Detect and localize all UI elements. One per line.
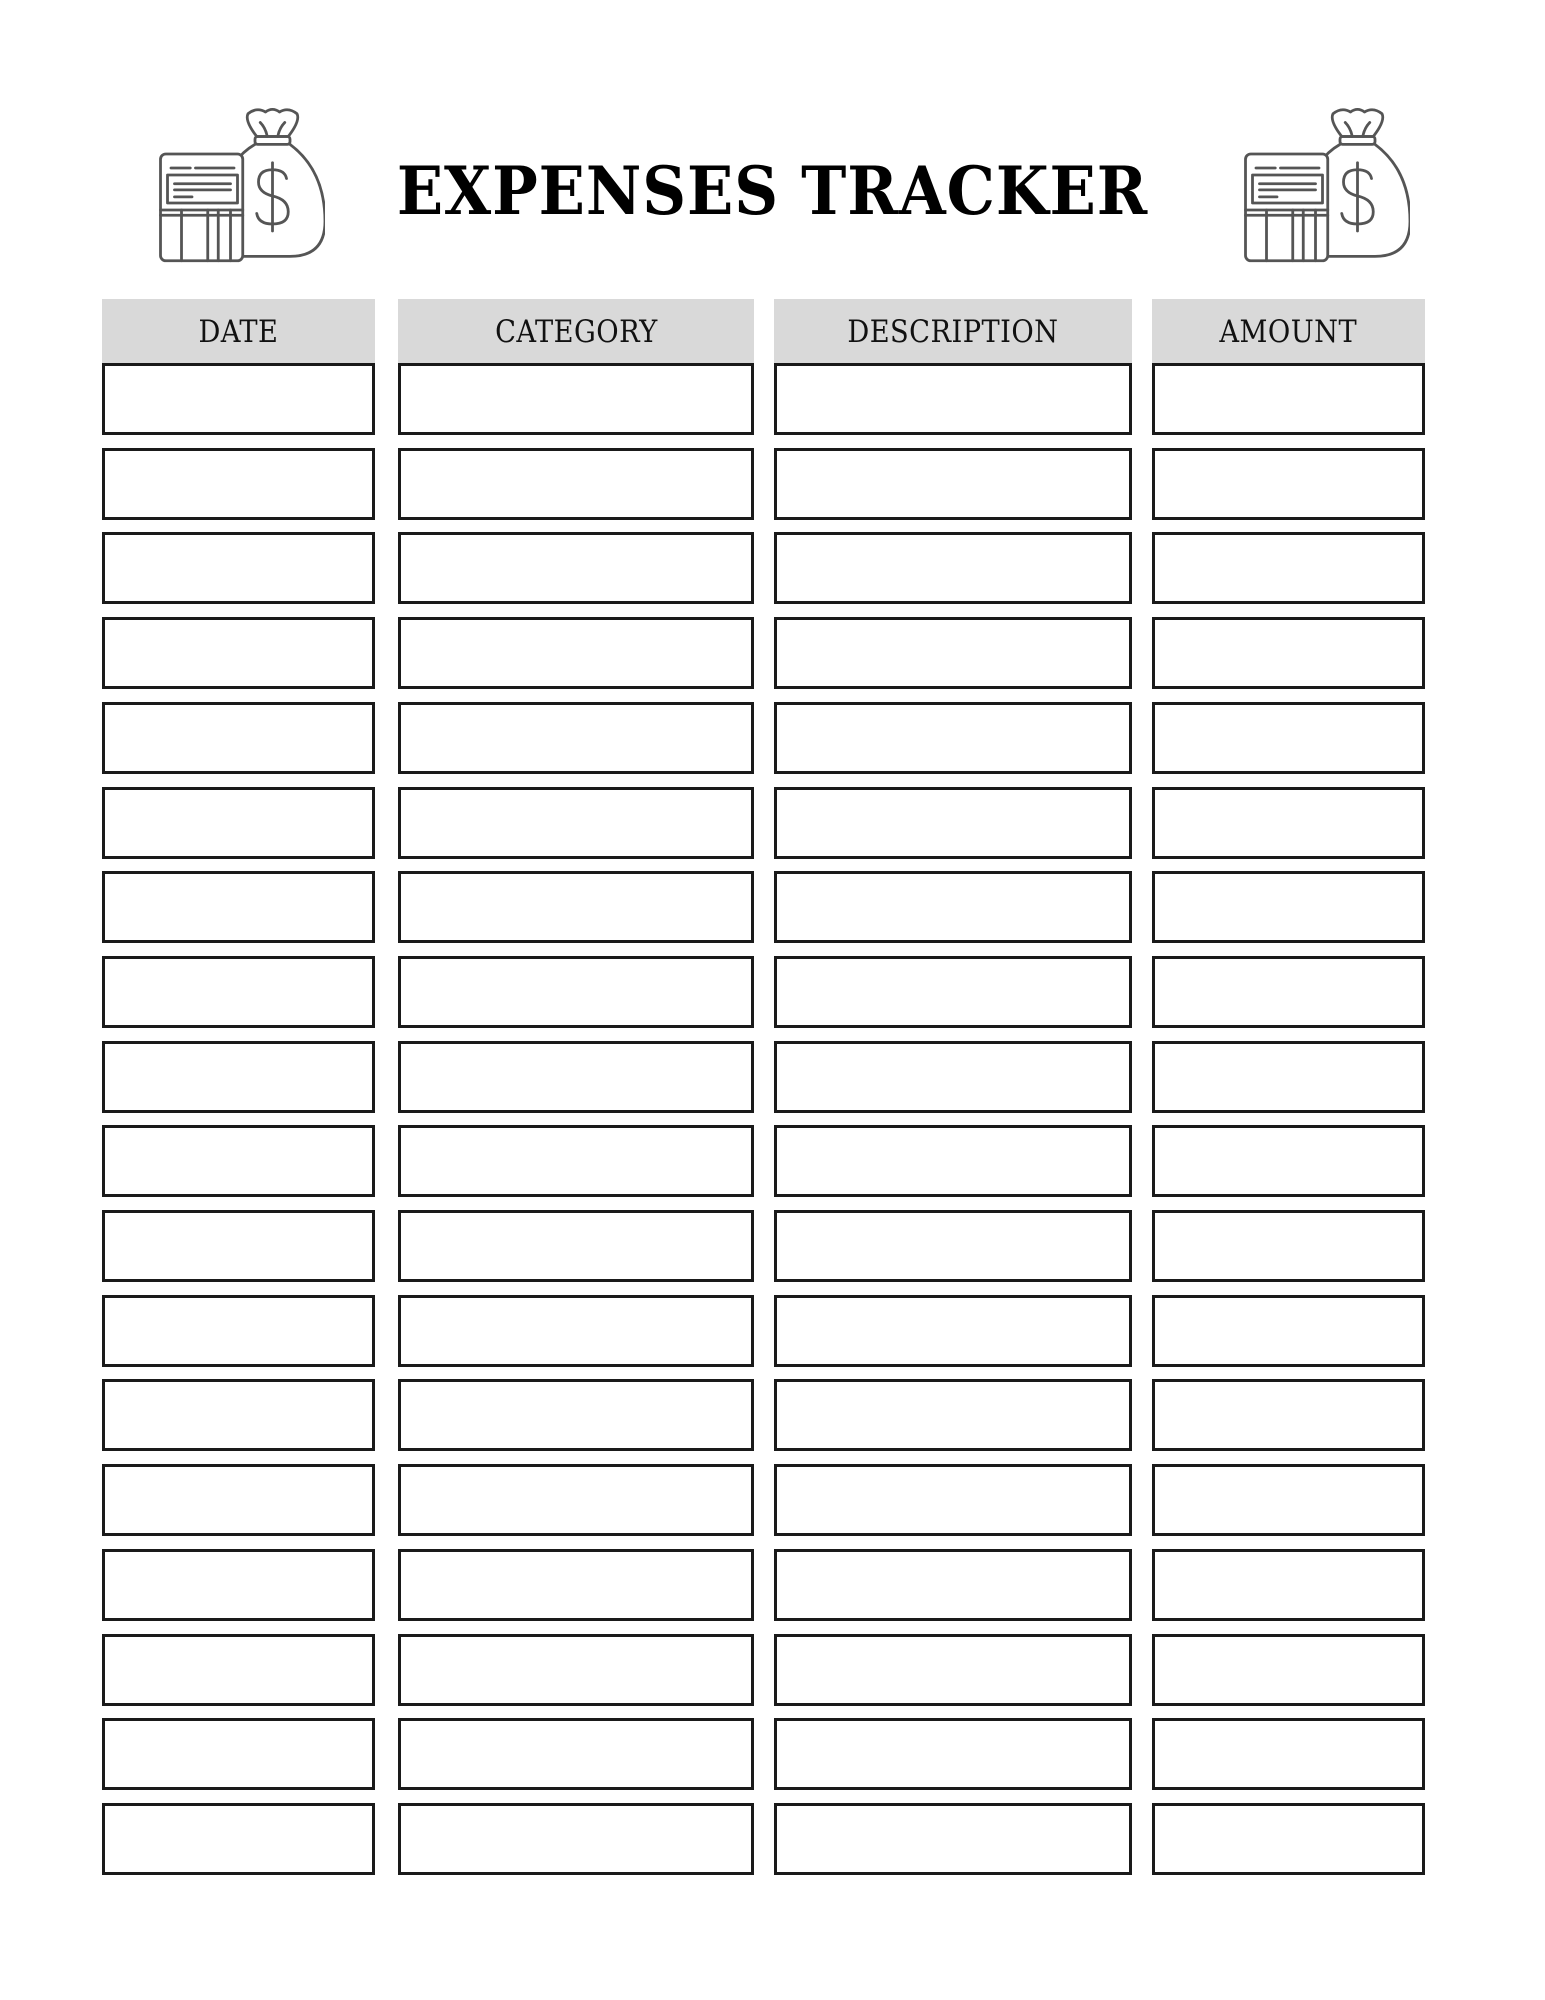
- column-header-label: DESCRIPTION: [847, 314, 1059, 350]
- column-header-label: AMOUNT: [1219, 314, 1358, 350]
- entry-cell-category[interactable]: [398, 1549, 754, 1621]
- entry-cell-amount[interactable]: [1152, 1634, 1425, 1706]
- entry-cell-amount[interactable]: [1152, 1295, 1425, 1367]
- entry-cell-description[interactable]: [774, 1041, 1132, 1113]
- entry-cell-date[interactable]: [102, 1803, 375, 1875]
- column-header-category: [398, 299, 754, 363]
- entry-cell-amount[interactable]: [1152, 448, 1425, 520]
- page-header: [0, 0, 1545, 290]
- entry-cell-amount[interactable]: [1152, 1803, 1425, 1875]
- entry-cell-category[interactable]: [398, 1295, 754, 1367]
- entry-cell-date[interactable]: [102, 871, 375, 943]
- entry-cell-date[interactable]: [102, 1210, 375, 1282]
- entry-cell-date[interactable]: [102, 787, 375, 859]
- entry-cell-description[interactable]: [774, 787, 1132, 859]
- entry-cell-description[interactable]: [774, 702, 1132, 774]
- entry-cell-category[interactable]: [398, 532, 754, 604]
- column-header-label: CATEGORY: [494, 314, 658, 350]
- entry-cell-description[interactable]: [774, 871, 1132, 943]
- entry-cell-category[interactable]: [398, 1718, 754, 1790]
- entry-cell-date[interactable]: [102, 1718, 375, 1790]
- entry-cell-category[interactable]: [398, 871, 754, 943]
- entry-cell-date[interactable]: [102, 1295, 375, 1367]
- entry-cell-amount[interactable]: [1152, 1718, 1425, 1790]
- entry-cell-description[interactable]: [774, 448, 1132, 520]
- entry-cell-category[interactable]: [398, 363, 754, 435]
- entry-cell-amount[interactable]: [1152, 702, 1425, 774]
- entry-cell-amount[interactable]: [1152, 1464, 1425, 1536]
- entry-cell-description[interactable]: [774, 1549, 1132, 1621]
- entry-cell-description[interactable]: [774, 1379, 1132, 1451]
- entry-cell-description[interactable]: [774, 1295, 1132, 1367]
- entry-cell-date[interactable]: [102, 363, 375, 435]
- entry-cell-description[interactable]: [774, 532, 1132, 604]
- entry-cell-description[interactable]: [774, 1210, 1132, 1282]
- entry-cell-category[interactable]: [398, 1041, 754, 1113]
- entry-cell-date[interactable]: [102, 702, 375, 774]
- entry-cell-amount[interactable]: [1152, 1549, 1425, 1621]
- entry-cell-category[interactable]: [398, 1634, 754, 1706]
- entry-cell-date[interactable]: [102, 532, 375, 604]
- entry-cell-description[interactable]: [774, 1464, 1132, 1536]
- entry-cell-amount[interactable]: [1152, 787, 1425, 859]
- entry-cell-category[interactable]: [398, 448, 754, 520]
- entry-cell-amount[interactable]: [1152, 532, 1425, 604]
- column-header-amount: [1152, 299, 1425, 363]
- entry-cell-amount[interactable]: [1152, 871, 1425, 943]
- column-header-label: DATE: [198, 314, 279, 350]
- entry-cell-description[interactable]: [774, 617, 1132, 689]
- entry-cell-date[interactable]: [102, 1041, 375, 1113]
- entry-cell-date[interactable]: [102, 1125, 375, 1197]
- receipt-money-bag-icon-right: [1235, 98, 1410, 273]
- entry-cell-description[interactable]: [774, 1718, 1132, 1790]
- entry-cell-amount[interactable]: [1152, 956, 1425, 1028]
- entry-cell-date[interactable]: [102, 1464, 375, 1536]
- entry-cell-date[interactable]: [102, 617, 375, 689]
- entry-cell-category[interactable]: [398, 787, 754, 859]
- entry-cell-description[interactable]: [774, 1634, 1132, 1706]
- entry-cell-description[interactable]: [774, 363, 1132, 435]
- page-title: EXPENSES TRACKER: [396, 152, 1149, 230]
- entry-cell-date[interactable]: [102, 1379, 375, 1451]
- entry-cell-category[interactable]: [398, 956, 754, 1028]
- entry-cell-description[interactable]: [774, 1803, 1132, 1875]
- entry-cell-amount[interactable]: [1152, 1210, 1425, 1282]
- entry-cell-category[interactable]: [398, 1210, 754, 1282]
- entry-cell-date[interactable]: [102, 1549, 375, 1621]
- entry-cell-category[interactable]: [398, 1125, 754, 1197]
- entry-cell-category[interactable]: [398, 1379, 754, 1451]
- entry-cell-date[interactable]: [102, 956, 375, 1028]
- column-header-description: [774, 299, 1132, 363]
- column-header-date: [102, 299, 375, 363]
- entry-cell-amount[interactable]: [1152, 1379, 1425, 1451]
- entry-cell-amount[interactable]: [1152, 1125, 1425, 1197]
- entry-cell-category[interactable]: [398, 1464, 754, 1536]
- entry-cell-date[interactable]: [102, 448, 375, 520]
- entry-cell-date[interactable]: [102, 1634, 375, 1706]
- entry-cell-amount[interactable]: [1152, 617, 1425, 689]
- entry-cell-category[interactable]: [398, 702, 754, 774]
- entry-cell-category[interactable]: [398, 617, 754, 689]
- entry-cell-description[interactable]: [774, 956, 1132, 1028]
- entry-cell-amount[interactable]: [1152, 363, 1425, 435]
- entry-cell-amount[interactable]: [1152, 1041, 1425, 1113]
- entry-cell-description[interactable]: [774, 1125, 1132, 1197]
- entry-cell-category[interactable]: [398, 1803, 754, 1875]
